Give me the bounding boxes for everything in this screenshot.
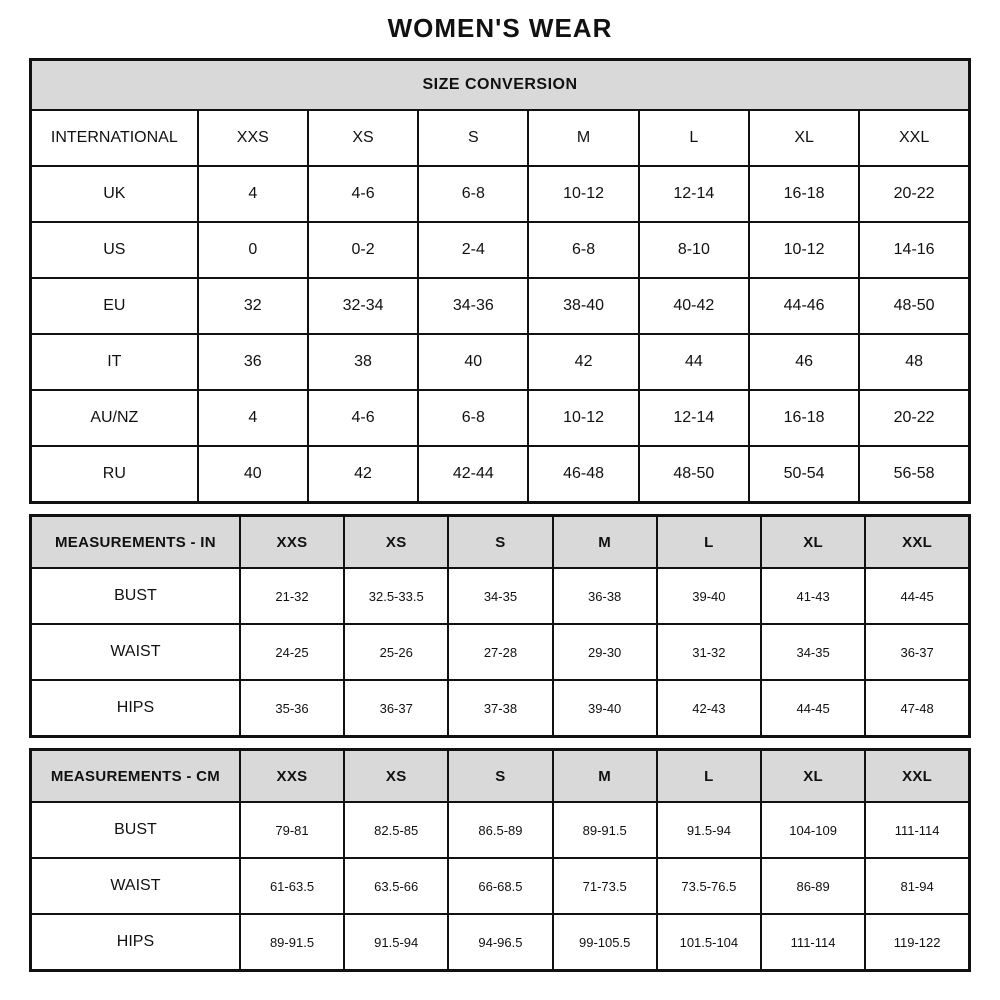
value-cell: 6-8: [528, 222, 638, 278]
value-cell: 42: [308, 446, 418, 503]
value-cell: 48-50: [639, 446, 749, 503]
value-cell: 40: [198, 446, 308, 503]
value-cell: 61-63.5: [240, 858, 344, 914]
value-cell: 32-34: [308, 278, 418, 334]
column-header-cell: INTERNATIONAL: [31, 110, 198, 166]
value-cell: 44-45: [865, 568, 969, 624]
column-header-cell: XS: [344, 750, 448, 803]
value-cell: 0-2: [308, 222, 418, 278]
row-label-cell: HIPS: [31, 680, 240, 737]
value-cell: 20-22: [859, 390, 969, 446]
column-header-cell: L: [657, 750, 761, 803]
column-header-cell: XXL: [865, 516, 969, 569]
value-cell: 4: [198, 390, 308, 446]
value-cell: 44: [639, 334, 749, 390]
value-cell: 42-43: [657, 680, 761, 737]
column-header-cell: L: [639, 110, 749, 166]
value-cell: 104-109: [761, 802, 865, 858]
value-cell: 46: [749, 334, 859, 390]
value-cell: 36: [198, 334, 308, 390]
column-header-cell: M: [553, 516, 657, 569]
table-row: [31, 568, 970, 624]
value-cell: 24-25: [240, 624, 344, 680]
table-row: [31, 278, 970, 334]
value-cell: 119-122: [865, 914, 969, 971]
table-row: [31, 516, 970, 569]
row-label-cell: EU: [31, 278, 198, 334]
row-label-cell: US: [31, 222, 198, 278]
column-header-cell: XXS: [240, 516, 344, 569]
column-header-cell: XL: [749, 110, 859, 166]
table-row: [31, 680, 970, 737]
value-cell: 94-96.5: [448, 914, 552, 971]
value-cell: 36-37: [865, 624, 969, 680]
value-cell: 48-50: [859, 278, 969, 334]
value-cell: 29-30: [553, 624, 657, 680]
value-cell: 47-48: [865, 680, 969, 737]
value-cell: 82.5-85: [344, 802, 448, 858]
value-cell: 71-73.5: [553, 858, 657, 914]
column-header-cell: XXS: [240, 750, 344, 803]
value-cell: 40-42: [639, 278, 749, 334]
column-header-cell: XL: [761, 516, 865, 569]
value-cell: 20-22: [859, 166, 969, 222]
value-cell: 56-58: [859, 446, 969, 503]
value-cell: 38-40: [528, 278, 638, 334]
value-cell: 10-12: [528, 390, 638, 446]
value-cell: 81-94: [865, 858, 969, 914]
column-header-cell: S: [448, 750, 552, 803]
value-cell: 16-18: [749, 166, 859, 222]
value-cell: 4-6: [308, 390, 418, 446]
value-cell: 79-81: [240, 802, 344, 858]
value-cell: 44-45: [761, 680, 865, 737]
column-header-cell: XXL: [859, 110, 969, 166]
value-cell: 89-91.5: [553, 802, 657, 858]
page-title: WOMEN'S WEAR: [387, 13, 613, 43]
row-label-cell: BUST: [31, 802, 240, 858]
value-cell: 4-6: [308, 166, 418, 222]
value-cell: 48: [859, 334, 969, 390]
row-label-cell: HIPS: [31, 914, 240, 971]
value-cell: 25-26: [344, 624, 448, 680]
value-cell: 42: [528, 334, 638, 390]
value-cell: 8-10: [639, 222, 749, 278]
value-cell: 21-32: [240, 568, 344, 624]
value-cell: 32: [198, 278, 308, 334]
value-cell: 34-35: [448, 568, 552, 624]
table-row: [31, 166, 970, 222]
table-row: [31, 802, 970, 858]
value-cell: 50-54: [749, 446, 859, 503]
value-cell: 111-114: [865, 802, 969, 858]
value-cell: 14-16: [859, 222, 969, 278]
value-cell: 91.5-94: [657, 802, 761, 858]
value-cell: 0: [198, 222, 308, 278]
value-cell: 12-14: [639, 166, 749, 222]
value-cell: 12-14: [639, 390, 749, 446]
value-cell: 99-105.5: [553, 914, 657, 971]
value-cell: 31-32: [657, 624, 761, 680]
column-header-cell: XS: [308, 110, 418, 166]
table-row: [31, 222, 970, 278]
value-cell: 101.5-104: [657, 914, 761, 971]
value-cell: 36-38: [553, 568, 657, 624]
row-label-cell: UK: [31, 166, 198, 222]
table-row: [31, 110, 970, 166]
value-cell: 44-46: [749, 278, 859, 334]
column-header-cell: XL: [761, 750, 865, 803]
column-header-cell: XS: [344, 516, 448, 569]
measurements-in-table: [29, 514, 971, 738]
column-header-cell: XXS: [198, 110, 308, 166]
column-header-cell: S: [418, 110, 528, 166]
table-row: [31, 446, 970, 503]
value-cell: 38: [308, 334, 418, 390]
table-row: [31, 750, 970, 803]
table-row: [31, 624, 970, 680]
table-row: [31, 858, 970, 914]
value-cell: 32.5-33.5: [344, 568, 448, 624]
value-cell: 111-114: [761, 914, 865, 971]
value-cell: 34-35: [761, 624, 865, 680]
value-cell: 42-44: [418, 446, 528, 503]
value-cell: 36-37: [344, 680, 448, 737]
value-cell: 6-8: [418, 166, 528, 222]
size-conversion-table: [29, 58, 971, 504]
value-cell: 27-28: [448, 624, 552, 680]
table-row: [31, 60, 970, 111]
table-row: [31, 914, 970, 971]
value-cell: 39-40: [657, 568, 761, 624]
value-cell: 10-12: [528, 166, 638, 222]
table-row: [31, 334, 970, 390]
value-cell: 86-89: [761, 858, 865, 914]
measurements-cm-title: MEASUREMENTS - CM: [31, 750, 240, 803]
row-label-cell: WAIST: [31, 624, 240, 680]
value-cell: 66-68.5: [448, 858, 552, 914]
value-cell: 86.5-89: [448, 802, 552, 858]
row-label-cell: RU: [31, 446, 198, 503]
column-header-cell: L: [657, 516, 761, 569]
row-label-cell: AU/NZ: [31, 390, 198, 446]
value-cell: 63.5-66: [344, 858, 448, 914]
value-cell: 89-91.5: [240, 914, 344, 971]
table-row: [31, 390, 970, 446]
value-cell: 6-8: [418, 390, 528, 446]
value-cell: 73.5-76.5: [657, 858, 761, 914]
value-cell: 10-12: [749, 222, 859, 278]
value-cell: 34-36: [418, 278, 528, 334]
column-header-cell: M: [528, 110, 638, 166]
value-cell: 35-36: [240, 680, 344, 737]
value-cell: 37-38: [448, 680, 552, 737]
value-cell: 39-40: [553, 680, 657, 737]
value-cell: 46-48: [528, 446, 638, 503]
column-header-cell: XXL: [865, 750, 969, 803]
value-cell: 91.5-94: [344, 914, 448, 971]
value-cell: 4: [198, 166, 308, 222]
column-header-cell: S: [448, 516, 552, 569]
column-header-cell: M: [553, 750, 657, 803]
value-cell: 40: [418, 334, 528, 390]
size-conversion-title: SIZE CONVERSION: [31, 60, 970, 111]
measurements-cm-table: [29, 748, 971, 972]
value-cell: 2-4: [418, 222, 528, 278]
row-label-cell: WAIST: [31, 858, 240, 914]
value-cell: 16-18: [749, 390, 859, 446]
row-label-cell: BUST: [31, 568, 240, 624]
measurements-in-title: MEASUREMENTS - IN: [31, 516, 240, 569]
value-cell: 41-43: [761, 568, 865, 624]
row-label-cell: IT: [31, 334, 198, 390]
